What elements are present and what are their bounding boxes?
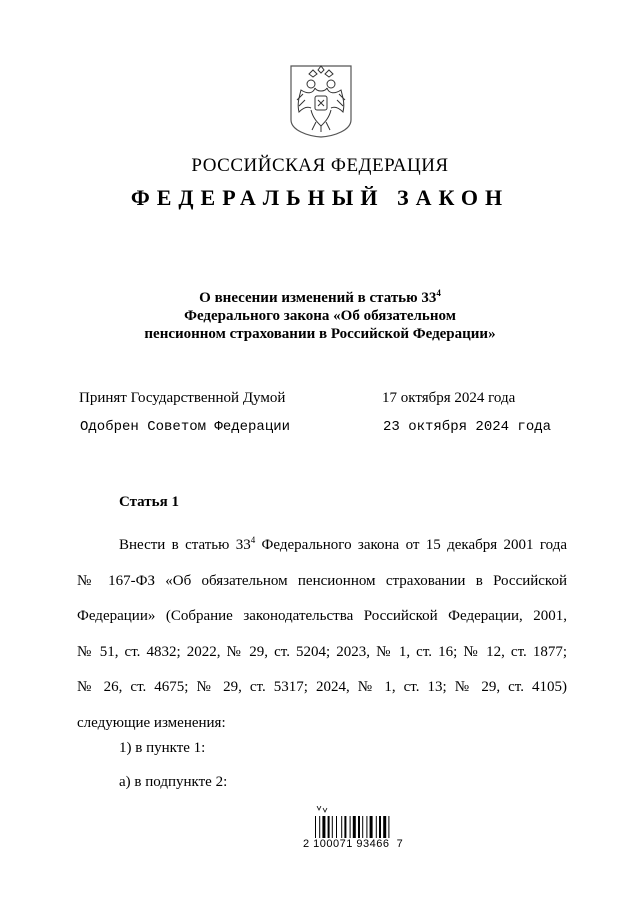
paragraph-line: № 26, ст. 4675; № 29, ст. 5317; 2024, № 1, ст. 13; № 29, ст. 4105)	[77, 679, 567, 696]
barcode-number: 2 100071 93466 7	[303, 838, 404, 850]
list-item-1a: а) в подпункте 2:	[119, 774, 228, 790]
superscript: 4	[250, 535, 256, 545]
paragraph-line: № 167-ФЗ «Об обязательном пенсионном страховании в Российской	[77, 572, 567, 589]
law-title-line-1: О внесении изменений в статью $33^4$	[199, 288, 441, 306]
barcode-icon	[309, 806, 405, 840]
law-title-line-2: Федерального закона «Об обязательном	[184, 308, 456, 324]
law-title	[0, 289, 640, 343]
council-approval-date: 23 октября 2024 года	[383, 419, 552, 435]
coat-of-arms-emblem	[289, 64, 353, 138]
duma-adoption-label: Принят Государственной Думой	[79, 390, 286, 406]
article-heading: Статья 1	[119, 494, 179, 510]
document-type: ФЕДЕРАЛЬНЫЙ ЗАКОН	[130, 185, 510, 210]
country-name: РОССИЙСКАЯ ФЕДЕРАЦИЯ	[191, 155, 449, 176]
paragraph-line: Федерации» (Собрание законодательства Российской Федерации, 2001,	[77, 608, 567, 625]
superscript: 4	[436, 288, 441, 298]
paragraph-line: Внести в статью $33^4$ Федерального закона от 15 декабря 2001 года	[119, 535, 567, 553]
paragraph-line: следующие изменения:	[77, 714, 226, 731]
duma-adoption-date: 17 октября 2024 года	[382, 390, 516, 406]
law-title-line-3: пенсионном страховании в Российской Федерации»	[144, 326, 496, 342]
paragraph-line: № 51, ст. 4832; 2022, № 29, ст. 5204; 2023, № 1, ст. 16; № 12, ст. 1877;	[77, 643, 567, 660]
list-item-1: 1) в пункте 1:	[119, 740, 206, 756]
council-approval-label: Одобрен Советом Федерации	[80, 419, 291, 435]
article-paragraph	[77, 528, 567, 742]
